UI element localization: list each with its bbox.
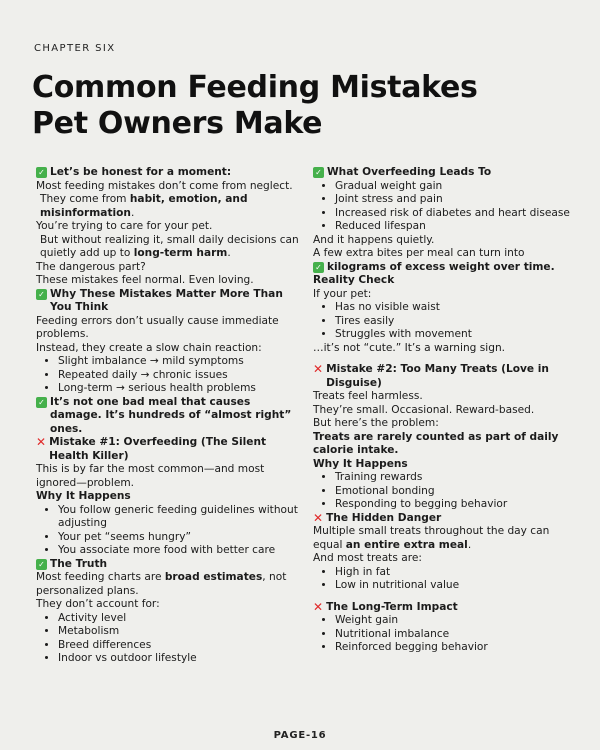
paragraph: These mistakes feel normal. Even loving.	[36, 274, 254, 286]
paragraph: Instead, they create a slow chain reaction:	[36, 341, 262, 354]
paragraph: But here’s the problem:	[313, 417, 439, 429]
list-item: • Gradual weight gain	[335, 180, 571, 194]
chapter-label: CHAPTER SIX	[34, 43, 116, 54]
list-item: • Breed differences	[58, 639, 304, 653]
paragraph: You’re trying to care for your pet.	[36, 220, 213, 232]
title-line-2: Pet Owners Make	[32, 106, 323, 141]
list-item: • Weight gain	[335, 614, 571, 628]
cross-icon: ✕	[36, 435, 47, 449]
kg-heading: ✓ kilograms of excess weight over time.	[313, 261, 571, 275]
list-item: • Struggles with movement	[335, 328, 571, 342]
list-item: • Slight imbalance → mild symptoms	[58, 355, 304, 369]
paragraph: Feeding errors don’t usually cause immediate problems.	[36, 314, 279, 340]
cross-icon: ✕	[313, 510, 324, 525]
list-item: • Low in nutritional value	[335, 579, 571, 593]
reality-check-heading: Reality Check	[313, 274, 395, 286]
list-item: • Reinforced begging behavior	[335, 641, 571, 655]
list-item: • Long-term → serious health problems	[58, 382, 304, 396]
why-list	[313, 471, 571, 512]
reality-list	[313, 301, 571, 342]
title-line-1: Common Feeding Mistakes	[32, 70, 478, 105]
why-happens-heading: Why It Happens	[313, 457, 408, 470]
paragraph: Treats feel harmless.	[313, 390, 423, 402]
list-item: • Indoor vs outdoor lifestyle	[58, 652, 304, 666]
paragraph: This is by far the most common—and most ignored—problem.	[36, 463, 265, 489]
list-item: • Activity level	[58, 612, 304, 626]
check-icon: ✓	[313, 262, 324, 273]
list-item: • You associate more food with better care	[58, 544, 304, 558]
check-icon: ✓	[36, 397, 47, 408]
list-item: • Nutritional imbalance	[335, 628, 571, 642]
list-item: • You follow generic feeding guidelines without adjusting	[58, 504, 304, 531]
page-number: PAGE-16	[273, 730, 327, 741]
paragraph: A few extra bites per meal can turn into	[313, 247, 525, 259]
check-icon: ✓	[36, 559, 47, 570]
right-column	[313, 166, 571, 655]
list-item: • Joint stress and pain	[335, 193, 571, 207]
list-item: • Your pet “seems hungry”	[58, 531, 304, 545]
not-one-heading: ✓ It’s not one bad meal that causes damage. It’s hundreds of “almost right” ones.	[36, 396, 304, 437]
long-term-heading: ✕ The Long-Term Impact	[313, 599, 458, 614]
truth-heading: ✓ The Truth	[36, 558, 304, 572]
paragraph: Most feeding mistakes don’t come from neglect.	[36, 179, 293, 192]
list-item: • Increased risk of diabetes and heart disease	[335, 207, 571, 221]
list-item: • Metabolism	[58, 625, 304, 639]
paragraph: Most feeding charts are broad estimates, not personalized plans.	[36, 571, 287, 597]
rarely-heading: Treats are rarely counted as part of daily calorie intake.	[313, 430, 559, 456]
cross-icon: ✕	[313, 362, 324, 376]
list-item: • Responding to begging behavior	[335, 498, 571, 512]
paragraph: Multiple small treats throughout the day can equal an entire extra meal.	[313, 525, 550, 551]
paragraph: …it’s not “cute.” It’s a warning sign.	[313, 341, 506, 354]
impact-list	[313, 614, 571, 655]
check-icon: ✓	[36, 167, 47, 178]
honest-heading: ✓ Let’s be honest for a moment:	[36, 166, 304, 180]
check-icon: ✓	[313, 167, 324, 178]
treat-list	[313, 566, 571, 593]
why-happens-heading: Why It Happens	[36, 490, 131, 502]
why-list	[36, 504, 304, 558]
page-title	[32, 70, 582, 142]
list-item: • Has no visible waist	[335, 301, 571, 315]
paragraph: They don’t account for:	[36, 598, 160, 610]
list-item: • Repeated daily → chronic issues	[58, 369, 304, 383]
why-matter-heading: ✓ Why These Mistakes Matter More Than You Think	[36, 288, 304, 315]
list-item: • Emotional bonding	[335, 485, 571, 499]
list-item: • Training rewards	[335, 471, 571, 485]
paragraph: The dangerous part?	[36, 260, 146, 273]
list-item: • High in fat	[335, 566, 571, 580]
paragraph: And it happens quietly.	[313, 233, 435, 246]
left-column	[36, 166, 304, 666]
paragraph: They’re small. Occasional. Reward-based.	[313, 403, 535, 416]
cross-icon: ✕	[313, 599, 324, 614]
overfeed-heading: ✓ What Overfeeding Leads To	[313, 166, 571, 180]
account-list	[36, 612, 304, 666]
mistake-1-heading: ✕ Mistake #1: Overfeeding (The Silent Health Killer)	[36, 435, 267, 462]
overfeed-list	[313, 180, 571, 234]
paragraph: And most treats are:	[313, 552, 422, 564]
hidden-danger-heading: ✕ The Hidden Danger	[313, 510, 442, 525]
mistake-2-heading: ✕ Mistake #2: Too Many Treats (Love in Disguise)	[313, 362, 549, 389]
check-icon: ✓	[36, 289, 47, 300]
chain-list	[36, 355, 304, 396]
list-item: • Tires easily	[335, 315, 571, 329]
paragraph: But without realizing it, small daily decisions can quietly add up to long-term harm.	[40, 233, 299, 259]
paragraph: They come from habit, emotion, and misinformation.	[40, 193, 248, 219]
paragraph: If your pet:	[313, 287, 372, 300]
list-item: • Reduced lifespan	[335, 220, 571, 234]
